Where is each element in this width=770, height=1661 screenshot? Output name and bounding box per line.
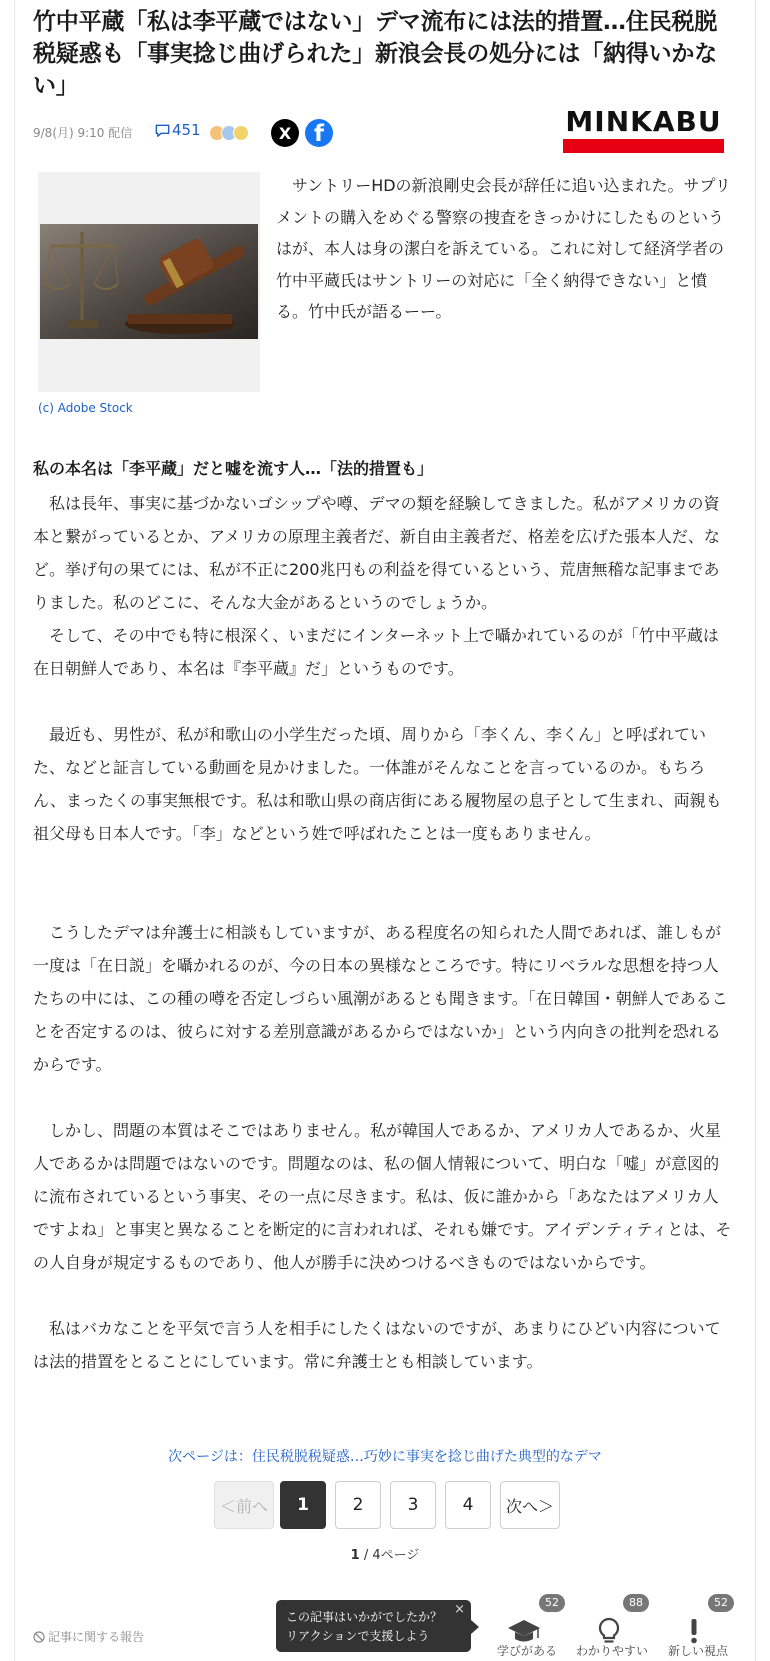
next-page-link[interactable]: 次ページは：住民税脱税疑惑…巧妙に事実を捻じ曲げた典型的なデマ	[168, 1449, 602, 1465]
prev-page-button: ＜前へ	[214, 1481, 274, 1529]
minkabu-logo[interactable]	[563, 107, 724, 153]
photo-credit: (c) Adobe Stock	[38, 401, 133, 415]
reaction-tooltip	[276, 1600, 471, 1652]
brand-name: MINKABU	[565, 105, 722, 138]
reaction-count: 88	[623, 1594, 649, 1612]
publish-date-suffix: 配信	[108, 126, 133, 140]
article-headline: 竹中平蔵「私は李平蔵ではない」デマ流布には法的措置…住民税脱税疑惑も「事実捻じ曲げられた」新浪会長の処分には「納得いかない」	[33, 9, 718, 99]
comment-count: 451	[172, 121, 201, 139]
page-1-button[interactable]: 1	[280, 1481, 326, 1529]
page-3-button[interactable]: 3	[390, 1481, 436, 1529]
reaction-learning[interactable]	[487, 1594, 567, 1660]
close-icon[interactable]: ×	[454, 1602, 465, 1617]
publish-date	[33, 124, 132, 141]
prohibited-icon	[33, 1631, 45, 1643]
reaction-label: 学びがある	[496, 1644, 557, 1658]
share-x-button[interactable]	[271, 119, 299, 147]
current-page: 1	[350, 1548, 360, 1563]
tooltip-line1: この記事はいかがでしたか？	[286, 1610, 443, 1624]
body-paragraph: そして、その中でも特に根深く、いまだにインターネット上で囁かれているのが「竹中平蔵は在日朝鮮人であり、本名は『李平蔵』だ」というものです。	[33, 626, 719, 678]
body-paragraph: 最近も、男性が、私が和歌山の小学生だった頃、周りから「李くん、李くん」と呼ばれていた、などと証言している動画を見かけました。一体誰がそんなことを言っているのか。もちろん、まったくの事実無根です。私は和歌山県の商店街にある履物屋の息子として生まれ、両親も祖父母も日本人です。「李」などという姓で呼ばれたことは一度もありません。	[33, 725, 722, 843]
emoji-icon	[233, 125, 249, 141]
body-paragraph: こうしたデマは弁護士に相談もしていますが、ある程度名の知られた人間であれば、誰しもが一度は「在日説」を囁かれるのが、今の日本の異様なところです。特にリベラルな思想を持つ人たちの中には、この種の噂を否定しづらい風潮があるとも聞きます。「在日韓国・朝鮮人であることを否定するのは、彼らに対する差別意識があるからではないか」という内向きの批判を恐れるからです。	[33, 923, 728, 1074]
reaction-new-perspective[interactable]	[665, 1594, 745, 1660]
reaction-emoji-stack	[209, 125, 255, 141]
reaction-clear[interactable]	[572, 1594, 652, 1660]
reaction-label: 新しい視点	[667, 1644, 728, 1658]
reaction-label: わかりやすい	[575, 1644, 648, 1658]
tooltip-line2: リアクションで支援しよう	[286, 1629, 430, 1643]
facebook-icon: f	[313, 121, 324, 147]
brand-bar	[563, 139, 724, 153]
x-icon: X	[278, 123, 292, 143]
next-page-button[interactable]: 次へ＞	[500, 1481, 560, 1529]
report-label: 記事に関する報告	[48, 1630, 145, 1644]
page-4-button[interactable]: 4	[445, 1481, 491, 1529]
page-status	[0, 1544, 770, 1563]
share-facebook-button[interactable]	[305, 119, 333, 147]
page-2-button[interactable]: 2	[335, 1481, 381, 1529]
body-paragraph: 私は長年、事実に基づかないゴシップや噂、デマの類を経験してきました。私がアメリカの資本と繋がっているとか、アメリカの原理主義者だ、新自由主義者だ、格差を広げた張本人だ、など。挙げ句の果てには、私が不正に200兆円もの利益を得ているという、荒唐無稽な記事までありました。私のどこに、そんな大金があるというのでしょうか。	[33, 494, 720, 612]
page-total: / 4ページ	[359, 1548, 420, 1563]
comment-icon	[154, 122, 171, 139]
publish-date-value: 9/8(月) 9:10	[33, 126, 105, 140]
tooltip-tail	[471, 1620, 479, 1634]
report-link[interactable]	[33, 1628, 144, 1645]
gavel-photo	[40, 224, 258, 339]
body-paragraph: しかし、問題の本質はそこではありません。私が韓国人であるか、アメリカ人であるか、火星人であるかは問題ではないのです。問題なのは、私の個人情報について、明白な「嘘」が意図的に流布されているという事実、その一点に尽きます。私は、仮に誰かから「あなたはアメリカ人ですよね」と事実と異なることを断定的に言われれば、それも嫌です。アイデンティティとは、その人自身が規定するものであり、他人が勝手に決めつけるべきものではないからです。	[33, 1121, 732, 1272]
reaction-count: 52	[708, 1594, 734, 1612]
reaction-count: 52	[539, 1594, 565, 1612]
section-heading: 私の本名は「李平蔵」だと嘘を流す人…「法的措置も」	[33, 459, 434, 478]
comments-link[interactable]	[154, 121, 201, 139]
article-lead: サントリーHDの新浪剛史会長が辞任に追い込まれた。サプリメントの購入をめぐる警察の捜査をきっかけにしたものというはが、本人は身の潔白を訴えている。これに対して経済学者の竹中平蔵氏はサントリーの対応に「全く納得できない」と憤る。竹中氏が語るーー。	[276, 176, 731, 321]
body-paragraph: 私はバカなことを平気で言う人を相手にしたくはないのですが、あまりにひどい内容については法的措置をとることにしています。常に弁護士とも相談しています。	[33, 1319, 721, 1371]
